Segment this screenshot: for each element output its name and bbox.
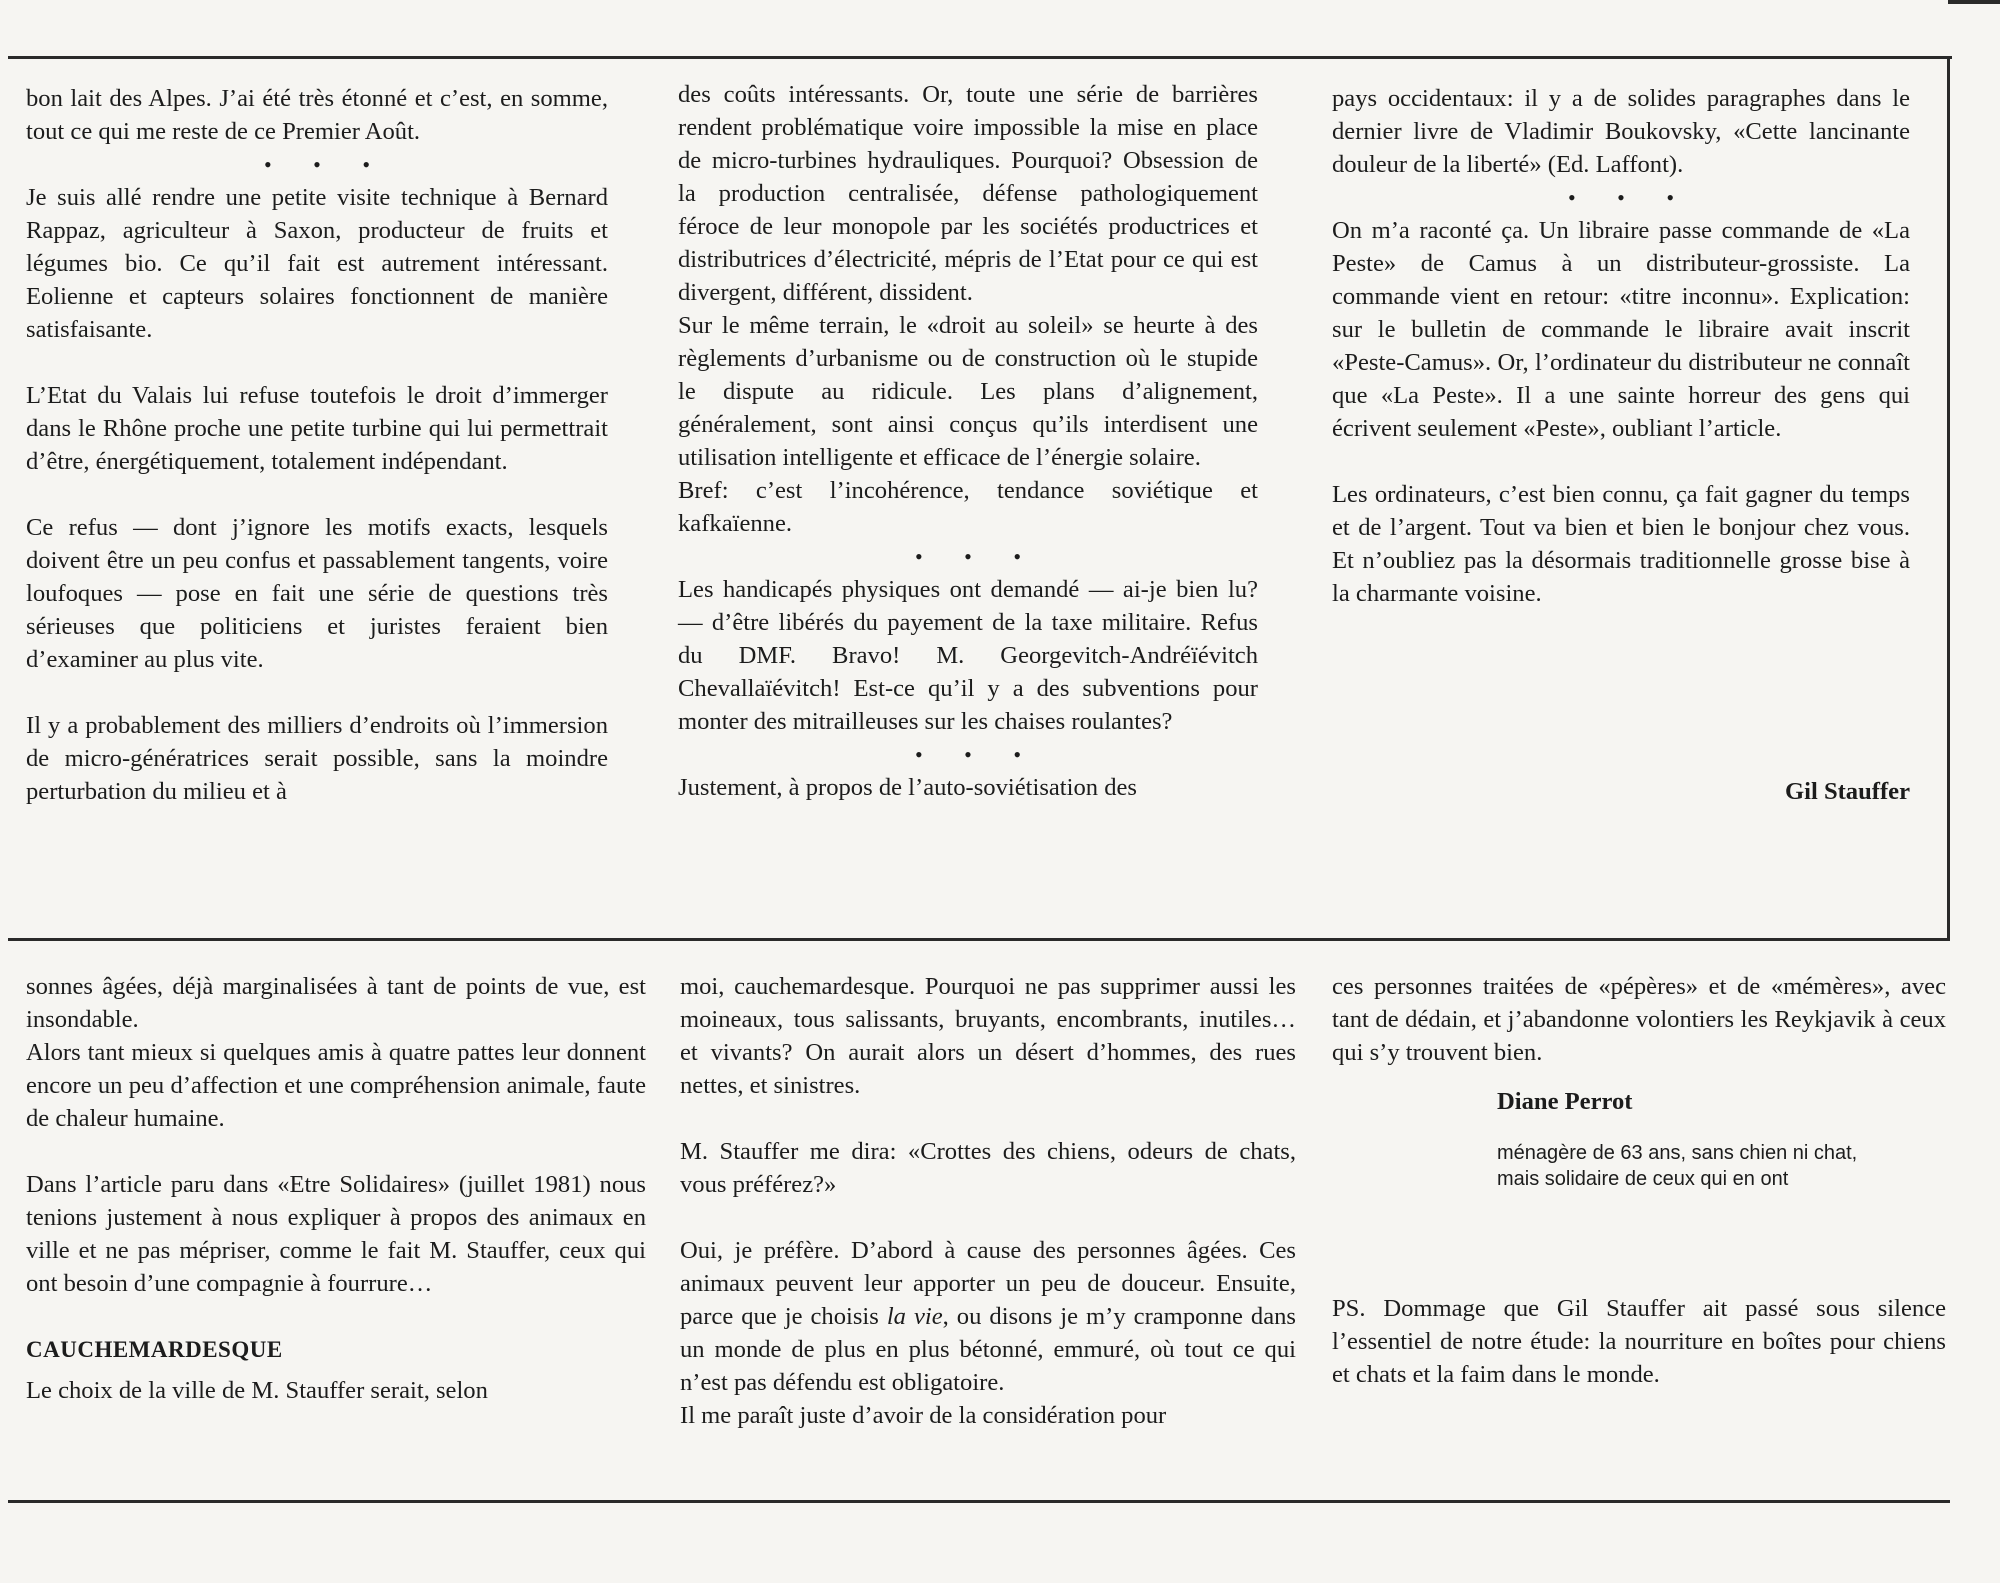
paragraph: Bref: c’est l’incohérence, tendance soviétique et kafkaïenne.: [678, 477, 1258, 537]
paragraph: M. Stauffer me dira: «Crottes des chiens, odeurs de chats, vous préférez?»: [680, 1138, 1296, 1198]
paragraph: Les ordinateurs, c’est bien connu, ça fait gagner du temps et de l’argent. Tout va bien et bien le bonjour chez vous. Et n’oubliez pas la désormais traditionnelle grosse bise à la charmante voisine.: [1332, 481, 1910, 607]
top-column-3: [1332, 82, 1910, 808]
section-separator: • • •: [1567, 185, 1693, 210]
bottom-column-3: [1332, 970, 1946, 1391]
section-separator: • • •: [914, 742, 1040, 767]
paragraph: Il me paraît juste d’avoir de la considération pour: [680, 1402, 1167, 1429]
paragraph: bon lait des Alpes. J’ai été très étonné et c’est, en somme, tout ce qui me reste de ce Premier Août.: [26, 85, 608, 145]
top-column-2: [678, 78, 1258, 804]
paragraph: Sur le même terrain, le «droit au soleil» se heurte à des règlements d’urbanisme ou de construction où le stupide le dispute au ridicule. Les plans d’alignement, généralement, sont ainsi conçus qu’ils interdisent une utilisation intelligente et efficace de l’énergie solaire.: [678, 312, 1258, 471]
paragraph: sonnes âgées, déjà marginalisées à tant de points de vue, est insondable.: [26, 973, 646, 1033]
section-heading: CAUCHEMARDESQUE: [26, 1337, 283, 1362]
paragraph: moi, cauchemardesque. Pourquoi ne pas supprimer aussi les moineaux, tous salissants, bruyants, encombrants, inutiles… et vivants? On aurait alors un désert d’hommes, des rues nettes, et sinistres.: [680, 973, 1296, 1099]
paragraph: des coûts intéressants. Or, toute une série de barrières rendent problématique voire impossible la mise en place de micro-turbines hydrauliques. Pourquoi? Obsession de la production centralisée, défense pathologiquement féroce de leur monopole par les sociétés productrices et distributrices d’électricité, mépris de l’Etat pour ce qui est divergent, différent, dissident.: [678, 81, 1258, 306]
author-signature: Diane Perrot: [1497, 1088, 1633, 1115]
section-separator: • • •: [263, 152, 389, 177]
paragraph: Ce refus — dont j’ignore les motifs exacts, lesquels doivent être un peu confus et passablement tangents, voire loufoques — pose en fait une série de questions très sérieuses que politiciens et juristes feraient bien d’examiner au plus vite.: [26, 514, 608, 673]
paragraph: pays occidentaux: il y a de solides paragraphes dans le dernier livre de Vladimir Boukovsky, «Cette lancinante douleur de la liberté» (Ed. Laffont).: [1332, 85, 1910, 178]
paragraph: Alors tant mieux si quelques amis à quatre pattes leur donnent encore un peu d’affection et une compréhension animale, faute de chaleur humaine.: [26, 1039, 646, 1132]
paragraph: Le choix de la ville de M. Stauffer serait, selon: [26, 1377, 488, 1404]
paragraph: [680, 1234, 1296, 1399]
author-note: mais solidaire de ceux qui en ont: [1497, 1168, 1789, 1190]
author-signature: Gil Stauffer: [1785, 778, 1910, 805]
emphasis: la vie: [886, 1303, 943, 1330]
corner-rule: [1948, 0, 2000, 4]
text-run: , ou disons je m’y cramponne dans un monde de plus en plus bétonné, emmuré, où tout ce qui n’est pas défendu est obligatoire.: [680, 1303, 1297, 1396]
section-separator: • • •: [914, 544, 1040, 569]
paragraph: Justement, à propos de l’auto-soviétisation des: [678, 774, 1137, 801]
postscript: PS. Dommage que Gil Stauffer ait passé sous silence l’essentiel de notre étude: la nourriture en boîtes pour chiens et chats et la faim dans le monde.: [1332, 1295, 1946, 1388]
bottom-column-2: [680, 970, 1296, 1432]
text-run: Oui, je préfère. D’abord à cause des personnes âgées. Ces animaux peuvent leur apporter un peu de douceur. Ensuite, parce que je choisis: [680, 1237, 1296, 1330]
paragraph: Les handicapés physiques ont demandé — ai-je bien lu? — d’être libérés du payement de la taxe militaire. Refus du DMF. Bravo! M. Georgevitch-Andréïévitch Chevallaïévitch! Est-ce qu’il y a des subventions pour monter des mitrailleuses sur les chaises roulantes?: [678, 576, 1258, 735]
author-note: ménagère de 63 ans, sans chien ni chat,: [1497, 1142, 1858, 1164]
paragraph: Je suis allé rendre une petite visite technique à Bernard Rappaz, agriculteur à Saxon, producteur de fruits et légumes bio. Ce qu’il fait est autrement intéressant. Eolienne et capteurs solaires fonctionnent de manière satisfaisante.: [26, 184, 608, 343]
top-column-1: [26, 82, 608, 808]
paragraph: Il y a probablement des milliers d’endroits où l’immersion de micro-génératrices serait possible, sans la moindre perturbation du milieu et à: [26, 712, 608, 805]
paragraph: Dans l’article paru dans «Etre Solidaires» (juillet 1981) nous tenions justement à nous expliquer à propos des animaux en ville et ne pas mépriser, comme le fait M. Stauffer, ceux qui ont besoin d’une compagnie à fourrure…: [26, 1171, 646, 1297]
paragraph: L’Etat du Valais lui refuse toutefois le droit d’immerger dans le Rhône proche une petite turbine qui lui permettrait d’être, énergétiquement, totalement indépendant.: [26, 382, 608, 475]
bottom-column-1: [26, 970, 646, 1407]
bottom-rule: [8, 1500, 1950, 1503]
paragraph: ces personnes traitées de «pépères» et de «mémères», avec tant de dédain, et j’abandonne volontiers les Reykjavik à ceux qui s’y trouvent bien.: [1332, 973, 1946, 1066]
paragraph: On m’a raconté ça. Un libraire passe commande de «La Peste» de Camus à un distributeur-grossiste. La commande vient en retour: «titre inconnu». Explication: sur le bulletin de commande le libraire avait inscrit «Peste-Camus». Or, l’ordinateur du distributeur ne connaît que «La Peste». Il a une sainte horreur des gens qui écrivent seulement «Peste», oubliant l’article.: [1332, 217, 1910, 442]
